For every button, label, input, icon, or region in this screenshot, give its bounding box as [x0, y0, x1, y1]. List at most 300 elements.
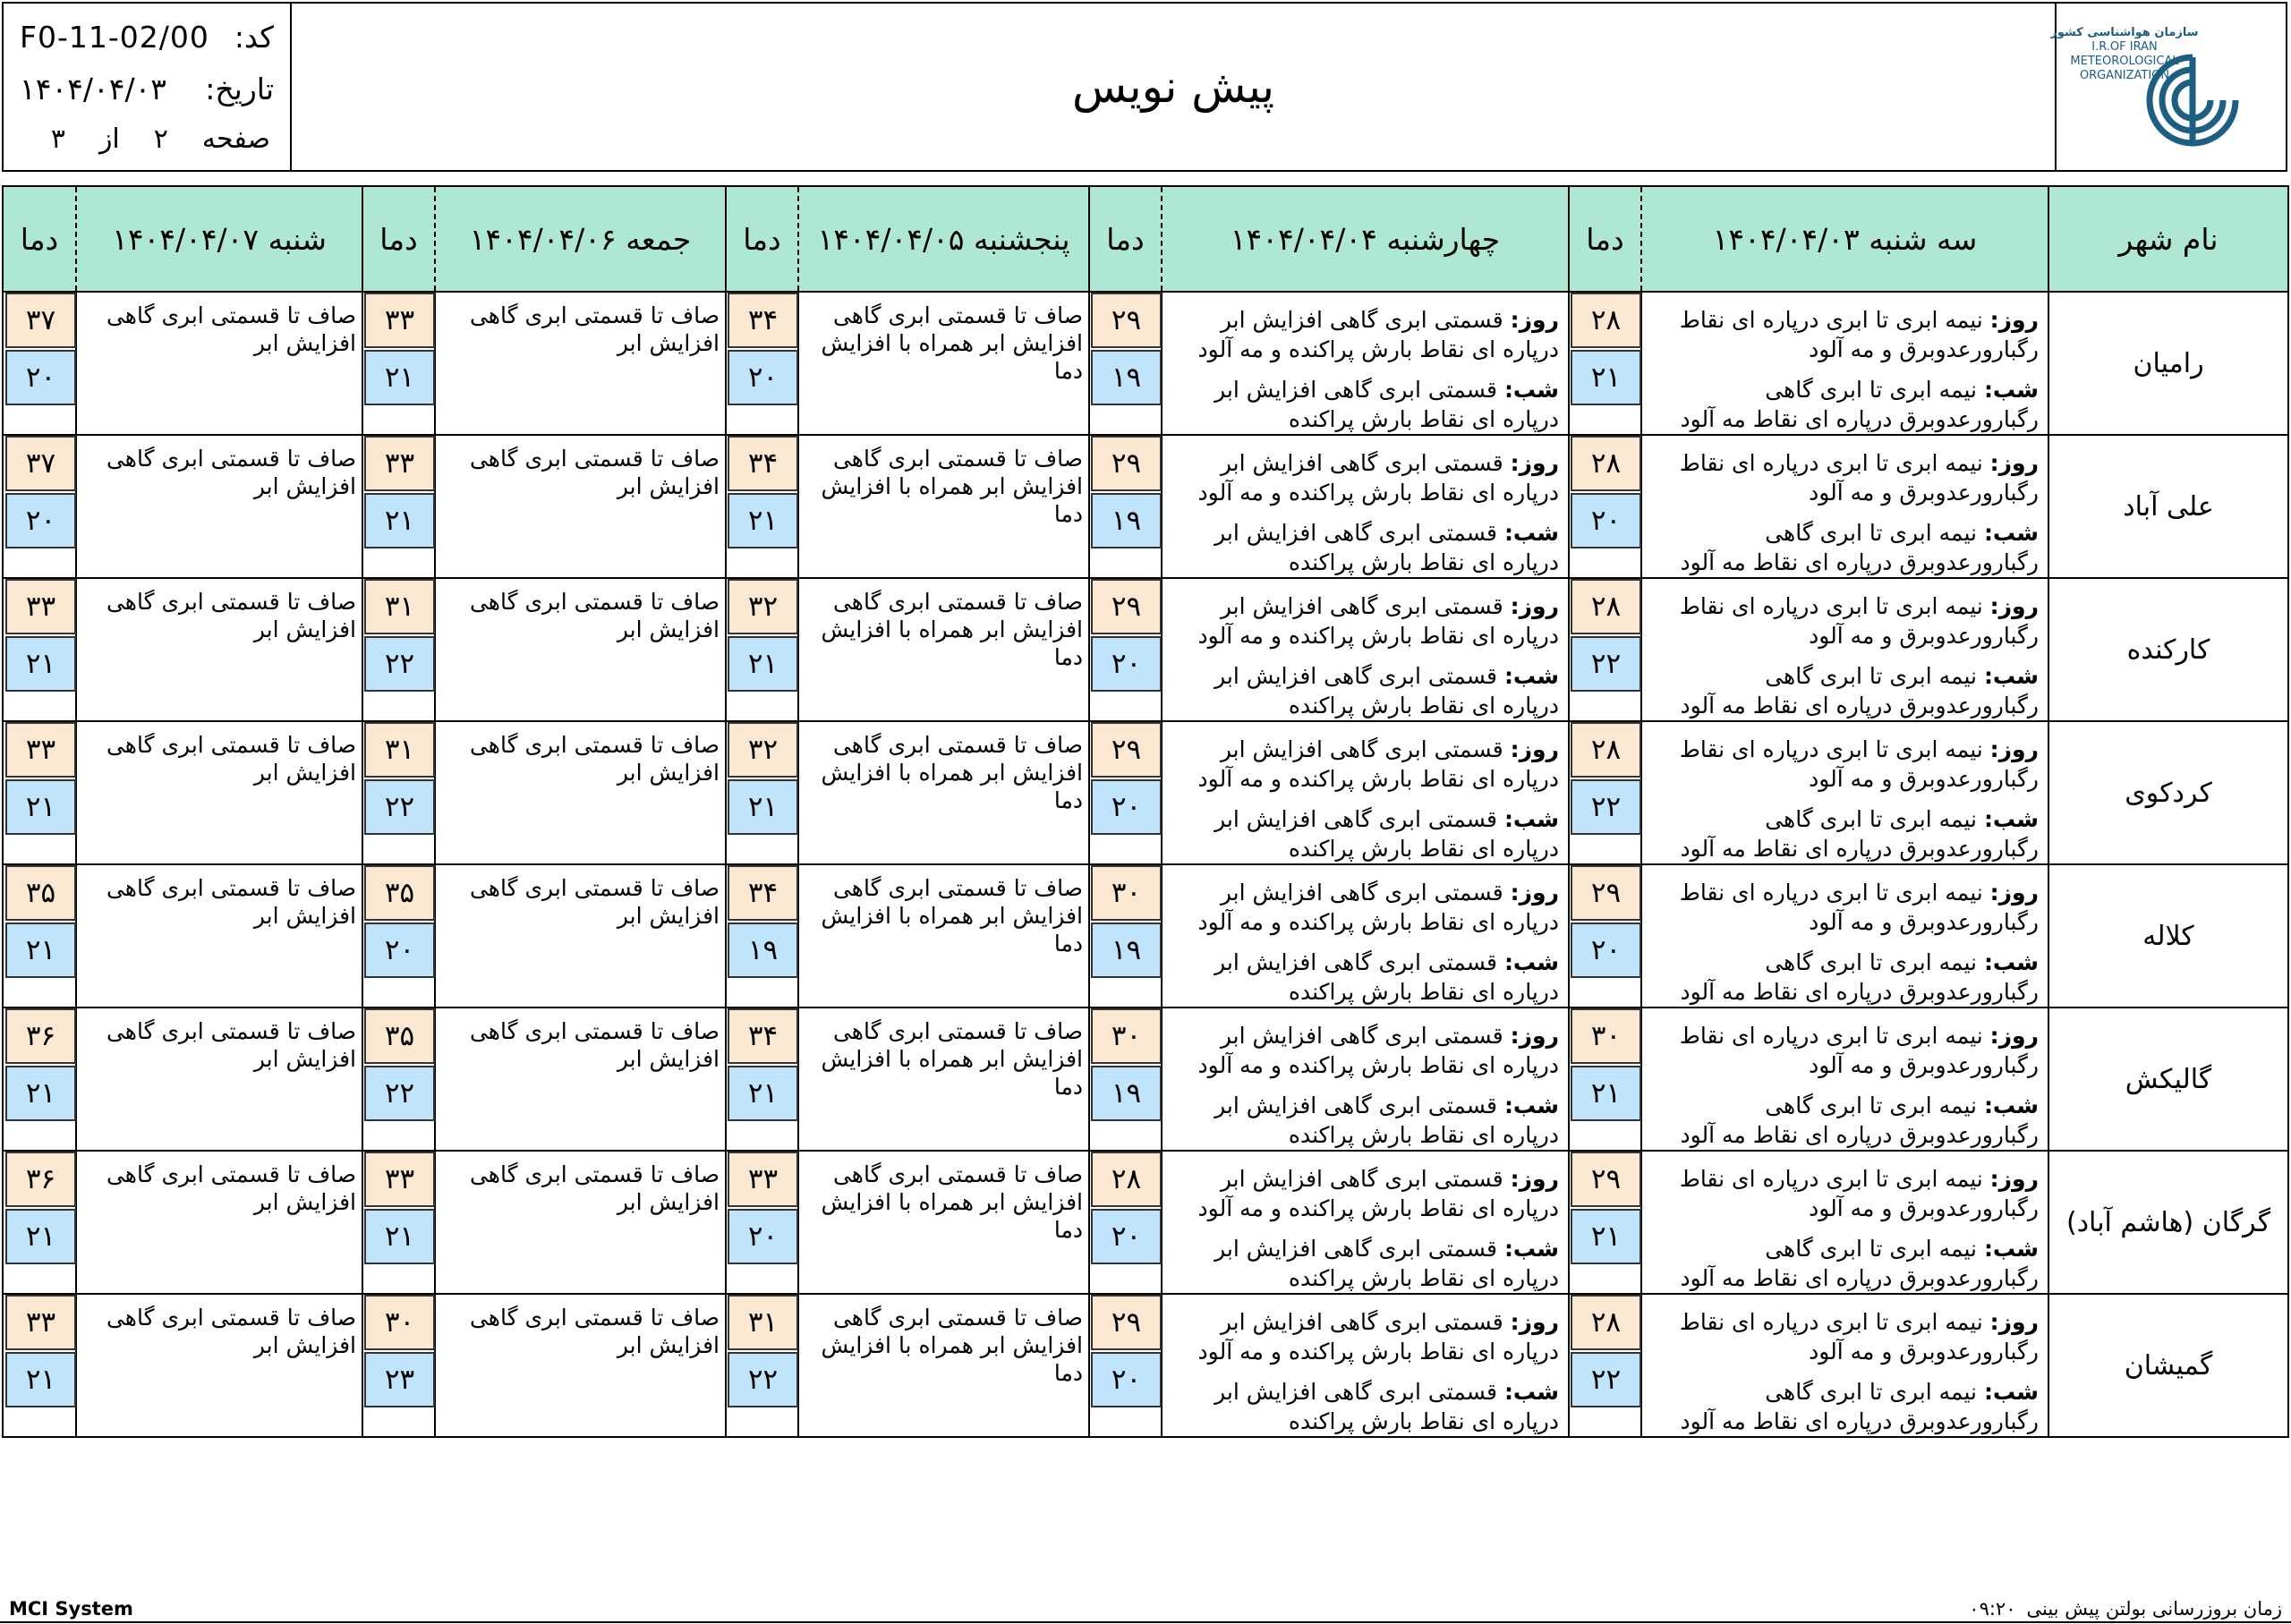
temperature-cell [1569, 578, 1641, 721]
night-forecast-text: قسمتی ابری گاهی افزایش ابر درپاره ای نقاط بارش پراکنده [1214, 1236, 1559, 1291]
night-forecast-text: نیمه ابری تا ابری گاهی رگبارورعدوبرق درپاره ای نقاط مه آلود [1680, 1093, 2039, 1148]
max-temperature: ۲۹ [1091, 436, 1162, 491]
date-label: تاریخ: [205, 71, 274, 106]
max-temperature: ۲۹ [1091, 293, 1162, 348]
temperature-cell [726, 292, 798, 435]
night-forecast-text: قسمتی ابری گاهی افزایش ابر درپاره ای نقاط بارش پراکنده [1214, 949, 1559, 1005]
temperature-cell [3, 578, 76, 721]
night-label: شب: [1983, 1093, 2039, 1118]
temperature-cell [362, 435, 435, 578]
min-temperature: ۲۲ [364, 779, 435, 835]
night-forecast-text: نیمه ابری تا ابری گاهی رگبارورعدوبرق درپاره ای نقاط مه آلود [1680, 806, 2039, 862]
night-forecast-text: نیمه ابری تا ابری گاهی رگبارورعدوبرق درپاره ای نقاط مه آلود [1680, 1236, 2039, 1291]
min-temperature: ۲۱ [5, 1352, 76, 1407]
temperature-cell [3, 435, 76, 578]
max-temperature: ۳۱ [364, 722, 435, 778]
night-label: شب: [1503, 377, 1559, 403]
night-forecast [1170, 518, 1559, 577]
temperature-cell [3, 1294, 76, 1437]
night-label: شب: [1503, 806, 1559, 832]
min-temperature: ۲۲ [1571, 779, 1641, 835]
page-title: پیش نویس [1071, 61, 1275, 113]
min-temperature: ۲۱ [1571, 1209, 1641, 1264]
day-label: روز: [1510, 1309, 1559, 1335]
night-forecast [1170, 1091, 1559, 1150]
city-name: رامیان [2048, 292, 2288, 435]
day-forecast: صاف تا قسمتی ابری گاهی افزایش ابر [76, 435, 362, 578]
day-forecast [1641, 864, 2048, 1008]
day-forecast [1641, 435, 2048, 578]
city-name: گالیکش [2048, 1008, 2288, 1151]
day-forecast-text: قسمتی ابری گاهی افزایش ابر درپاره ای نقاط بارش پراکنده و مه آلود [1197, 1309, 1559, 1365]
city-name: علی آباد [2048, 435, 2288, 578]
max-temperature: ۲۸ [1571, 293, 1641, 348]
day-label: روز: [1510, 593, 1559, 619]
min-temperature: ۲۲ [728, 1352, 798, 1407]
table-row [3, 292, 2288, 435]
day-forecast: صاف تا قسمتی ابری گاهی افزایش ابر [76, 1151, 362, 1294]
min-temperature: ۲۲ [1571, 1352, 1641, 1407]
day-label: روز: [1510, 880, 1559, 906]
max-temperature: ۳۴ [728, 1008, 798, 1064]
min-temperature: ۲۲ [1571, 636, 1641, 692]
min-temperature: ۲۰ [1091, 779, 1162, 835]
day-forecast [1641, 578, 2048, 721]
day-label: روز: [1989, 307, 2039, 333]
bulletin-update-time [1969, 1598, 2282, 1620]
code-row [20, 11, 274, 63]
day-forecast [1170, 448, 1559, 507]
night-forecast-text: قسمتی ابری گاهی افزایش ابر درپاره ای نقاط بارش پراکنده [1214, 1093, 1559, 1148]
temperature-cell [362, 1008, 435, 1151]
temperature-cell [1569, 1294, 1641, 1437]
day-forecast: صاف تا قسمتی ابری گاهی افزایش ابر همراه با افزایش دما [798, 864, 1089, 1008]
night-forecast [1170, 948, 1559, 1007]
page-of-label: از [98, 123, 120, 155]
min-temperature: ۲۲ [364, 636, 435, 692]
temperature-cell [1089, 1008, 1162, 1151]
min-temperature: ۲۱ [5, 636, 76, 692]
min-temperature: ۲۱ [5, 923, 76, 978]
day-forecast: صاف تا قسمتی ابری گاهی افزایش ابر همراه با افزایش دما [798, 578, 1089, 721]
max-temperature: ۲۸ [1571, 1295, 1641, 1350]
max-temperature: ۳۳ [5, 579, 76, 634]
temperature-cell [362, 292, 435, 435]
max-temperature: ۲۹ [1091, 579, 1162, 634]
day-label: روز: [1989, 880, 2039, 906]
day-forecast: صاف تا قسمتی ابری گاهی افزایش ابر [76, 1008, 362, 1151]
max-temperature: ۳۷ [5, 436, 76, 491]
temperature-cell [1089, 1151, 1162, 1294]
day-label: روز: [1510, 1166, 1559, 1192]
temp-header: دما [362, 186, 435, 292]
night-label: شب: [1983, 806, 2039, 832]
max-temperature: ۳۵ [364, 865, 435, 921]
temperature-cell [726, 1151, 798, 1294]
day-header: جمعه ۱۴۰۴/۰۴/۰۶ [435, 186, 726, 292]
date-row [20, 63, 274, 115]
day-forecast: صاف تا قسمتی ابری گاهی افزایش ابر [435, 864, 726, 1008]
city-column-header: نام شهر [2048, 186, 2288, 292]
night-label: شب: [1983, 1236, 2039, 1262]
day-forecast-text: نیمه ابری تا ابری درپاره ای نقاط رگبارورعدوبرق و مه آلود [1679, 1166, 2039, 1221]
day-forecast-text: نیمه ابری تا ابری درپاره ای نقاط رگبارورعدوبرق و مه آلود [1679, 880, 2039, 935]
night-forecast-text: نیمه ابری تا ابری گاهی رگبارورعدوبرق درپاره ای نقاط مه آلود [1680, 663, 2039, 718]
page-indicator [20, 115, 274, 163]
day-forecast [1162, 435, 1569, 578]
footer-divider [0, 1621, 2291, 1623]
document-meta [4, 4, 292, 170]
table-row [3, 435, 2288, 578]
day-header: پنجشنبه ۱۴۰۴/۰۴/۰۵ [798, 186, 1089, 292]
min-temperature: ۲۱ [364, 493, 435, 548]
night-label: شب: [1503, 663, 1559, 689]
temperature-cell [1569, 435, 1641, 578]
code-label: کد: [234, 19, 274, 55]
page-current: ۲ [153, 123, 168, 155]
min-temperature: ۲۱ [5, 1066, 76, 1121]
max-temperature: ۳۶ [5, 1152, 76, 1207]
day-forecast [1162, 292, 1569, 435]
temperature-cell [726, 1008, 798, 1151]
day-forecast: صاف تا قسمتی ابری گاهی افزایش ابر [76, 721, 362, 864]
temperature-cell [1089, 292, 1162, 435]
max-temperature: ۲۸ [1571, 436, 1641, 491]
max-temperature: ۲۹ [1091, 1295, 1162, 1350]
day-label: روز: [1989, 1023, 2039, 1049]
temperature-cell [726, 721, 798, 864]
day-forecast: صاف تا قسمتی ابری گاهی افزایش ابر [76, 292, 362, 435]
night-forecast [1649, 375, 2039, 434]
night-label: شب: [1983, 663, 2039, 689]
city-name: گمیشان [2048, 1294, 2288, 1437]
night-label: شب: [1503, 1236, 1559, 1262]
night-forecast [1649, 1234, 2039, 1293]
temperature-cell [726, 864, 798, 1008]
max-temperature: ۲۹ [1571, 1152, 1641, 1207]
day-forecast [1649, 1307, 2039, 1366]
min-temperature: ۲۱ [364, 1209, 435, 1264]
temperature-cell [1089, 721, 1162, 864]
day-forecast-text: نیمه ابری تا ابری درپاره ای نقاط رگبارورعدوبرق و مه آلود [1679, 307, 2039, 362]
night-label: شب: [1983, 1379, 2039, 1405]
organization-logo [2050, 4, 2286, 170]
min-temperature: ۲۰ [1571, 923, 1641, 978]
day-label: روز: [1510, 307, 1559, 333]
day-forecast: صاف تا قسمتی ابری گاهی افزایش ابر همراه با افزایش دما [798, 292, 1089, 435]
day-forecast: صاف تا قسمتی ابری گاهی افزایش ابر [435, 578, 726, 721]
date-value: ۱۴۰۴/۰۴/۰۳ [20, 71, 167, 106]
logo-text-meteorological: METEOROLOGICAL [2070, 55, 2179, 68]
temperature-cell [3, 292, 76, 435]
day-forecast [1649, 448, 2039, 507]
city-name: کردکوی [2048, 721, 2288, 864]
night-forecast [1649, 948, 2039, 1007]
day-forecast [1170, 305, 1559, 364]
min-temperature: ۲۱ [728, 1066, 798, 1121]
min-temperature: ۲۰ [728, 350, 798, 405]
table-row [3, 1294, 2288, 1437]
meteorological-logo-icon [2050, 11, 2270, 163]
night-forecast [1170, 804, 1559, 863]
max-temperature: ۳۵ [364, 1008, 435, 1064]
temperature-cell [3, 721, 76, 864]
day-forecast-text: نیمه ابری تا ابری درپاره ای نقاط رگبارورعدوبرق و مه آلود [1679, 736, 2039, 792]
max-temperature: ۲۹ [1571, 865, 1641, 921]
temperature-cell [362, 578, 435, 721]
max-temperature: ۳۳ [364, 436, 435, 491]
day-forecast-text: قسمتی ابری گاهی افزایش ابر درپاره ای نقاط بارش پراکنده و مه آلود [1197, 307, 1559, 362]
max-temperature: ۲۸ [1571, 579, 1641, 634]
temperature-cell [3, 1151, 76, 1294]
city-name: کلاله [2048, 864, 2288, 1008]
day-label: روز: [1989, 736, 2039, 762]
day-forecast [1641, 721, 2048, 864]
day-forecast [1170, 735, 1559, 794]
day-forecast: صاف تا قسمتی ابری گاهی افزایش ابر [435, 721, 726, 864]
day-forecast: صاف تا قسمتی ابری گاهی افزایش ابر [435, 1008, 726, 1151]
day-label: روز: [1989, 450, 2039, 476]
day-header: سه شنبه ۱۴۰۴/۰۴/۰۳ [1641, 186, 2048, 292]
day-forecast [1649, 305, 2039, 364]
night-forecast-text: قسمتی ابری گاهی افزایش ابر درپاره ای نقاط بارش پراکنده [1214, 1379, 1559, 1434]
day-forecast: صاف تا قسمتی ابری گاهی افزایش ابر همراه با افزایش دما [798, 435, 1089, 578]
night-forecast-text: نیمه ابری تا ابری گاهی رگبارورعدوبرق درپاره ای نقاط مه آلود [1680, 949, 2039, 1005]
day-forecast-text: قسمتی ابری گاهی افزایش ابر درپاره ای نقاط بارش پراکنده و مه آلود [1197, 593, 1559, 649]
day-forecast [1649, 878, 2039, 937]
night-forecast-text: قسمتی ابری گاهی افزایش ابر درپاره ای نقاط بارش پراکنده [1214, 663, 1559, 718]
temperature-cell [1569, 1151, 1641, 1294]
max-temperature: ۳۲ [728, 722, 798, 778]
day-forecast-text: نیمه ابری تا ابری درپاره ای نقاط رگبارورعدوبرق و مه آلود [1679, 1023, 2039, 1078]
night-forecast [1170, 375, 1559, 434]
forecast-table [2, 185, 2289, 1438]
night-forecast-text: نیمه ابری تا ابری گاهی رگبارورعدوبرق درپاره ای نقاط مه آلود [1680, 1379, 2039, 1434]
temperature-cell [362, 721, 435, 864]
day-forecast [1170, 1307, 1559, 1366]
day-forecast [1170, 591, 1559, 650]
day-forecast [1170, 1164, 1559, 1223]
temp-header: دما [726, 186, 798, 292]
min-temperature: ۱۹ [1091, 1066, 1162, 1121]
temperature-cell [726, 578, 798, 721]
day-forecast-text: نیمه ابری تا ابری درپاره ای نقاط رگبارورعدوبرق و مه آلود [1679, 450, 2039, 506]
day-forecast [1641, 1008, 2048, 1151]
temp-header: دما [1569, 186, 1641, 292]
max-temperature: ۳۴ [728, 293, 798, 348]
min-temperature: ۲۰ [728, 1209, 798, 1264]
day-forecast-text: قسمتی ابری گاهی افزایش ابر درپاره ای نقاط بارش پراکنده و مه آلود [1197, 450, 1559, 506]
day-forecast [1649, 1164, 2039, 1223]
min-temperature: ۱۹ [1091, 493, 1162, 548]
day-header: شنبه ۱۴۰۴/۰۴/۰۷ [76, 186, 362, 292]
city-name: کارکنده [2048, 578, 2288, 721]
day-forecast-text: قسمتی ابری گاهی افزایش ابر درپاره ای نقاط بارش پراکنده و مه آلود [1197, 1023, 1559, 1078]
night-forecast-text: قسمتی ابری گاهی افزایش ابر درپاره ای نقاط بارش پراکنده [1214, 377, 1559, 432]
day-forecast: صاف تا قسمتی ابری گاهی افزایش ابر همراه با افزایش دما [798, 1294, 1089, 1437]
min-temperature: ۲۱ [728, 493, 798, 548]
day-forecast: صاف تا قسمتی ابری گاهی افزایش ابر [435, 292, 726, 435]
night-forecast [1649, 804, 2039, 863]
night-forecast [1170, 661, 1559, 720]
page-total: ۳ [50, 123, 65, 155]
day-forecast [1170, 1021, 1559, 1080]
min-temperature: ۲۱ [5, 779, 76, 835]
code-value: F0-11-02/00 [20, 19, 209, 55]
max-temperature: ۳۴ [728, 436, 798, 491]
temperature-cell [1089, 864, 1162, 1008]
day-forecast [1649, 591, 2039, 650]
day-forecast-text: قسمتی ابری گاهی افزایش ابر درپاره ای نقاط بارش پراکنده و مه آلود [1197, 1166, 1559, 1221]
day-forecast [1162, 864, 1569, 1008]
document-header [2, 2, 2287, 172]
min-temperature: ۲۱ [364, 350, 435, 405]
temperature-cell [362, 1294, 435, 1437]
day-forecast-text: قسمتی ابری گاهی افزایش ابر درپاره ای نقاط بارش پراکنده و مه آلود [1197, 736, 1559, 792]
day-label: روز: [1510, 1023, 1559, 1049]
temperature-cell [1569, 721, 1641, 864]
day-forecast: صاف تا قسمتی ابری گاهی افزایش ابر [435, 435, 726, 578]
temperature-cell [3, 1008, 76, 1151]
night-label: شب: [1503, 520, 1559, 546]
day-forecast [1170, 878, 1559, 937]
day-forecast-text: نیمه ابری تا ابری درپاره ای نقاط رگبارورعدوبرق و مه آلود [1679, 1309, 2039, 1365]
max-temperature: ۳۷ [5, 293, 76, 348]
day-label: روز: [1510, 450, 1559, 476]
max-temperature: ۳۶ [5, 1008, 76, 1064]
min-temperature: ۲۱ [1571, 1066, 1641, 1121]
max-temperature: ۳۰ [1091, 865, 1162, 921]
update-time-value: ۰۹:۲۰ [1969, 1598, 2016, 1620]
day-forecast: صاف تا قسمتی ابری گاهی افزایش ابر [435, 1294, 726, 1437]
day-forecast-text: قسمتی ابری گاهی افزایش ابر درپاره ای نقاط بارش پراکنده و مه آلود [1197, 880, 1559, 935]
min-temperature: ۱۹ [1091, 350, 1162, 405]
night-forecast [1649, 1377, 2039, 1436]
min-temperature: ۲۰ [1091, 1352, 1162, 1407]
temperature-cell [1089, 578, 1162, 721]
table-row [3, 721, 2288, 864]
night-forecast [1170, 1377, 1559, 1436]
day-forecast: صاف تا قسمتی ابری گاهی افزایش ابر [76, 864, 362, 1008]
night-forecast-text: نیمه ابری تا ابری گاهی رگبارورعدوبرق درپاره ای نقاط مه آلود [1680, 377, 2039, 432]
day-forecast [1162, 578, 1569, 721]
min-temperature: ۲۰ [5, 350, 76, 405]
day-forecast: صاف تا قسمتی ابری گاهی افزایش ابر [76, 578, 362, 721]
night-label: شب: [1503, 949, 1559, 975]
temperature-cell [3, 864, 76, 1008]
max-temperature: ۳۳ [364, 293, 435, 348]
logo-text-iran: I.R.OF IRAN [2091, 40, 2158, 54]
day-forecast [1162, 1151, 1569, 1294]
table-row [3, 864, 2288, 1008]
max-temperature: ۳۱ [364, 579, 435, 634]
max-temperature: ۳۴ [728, 865, 798, 921]
day-forecast: صاف تا قسمتی ابری گاهی افزایش ابر همراه با افزایش دما [798, 1151, 1089, 1294]
night-forecast-text: قسمتی ابری گاهی افزایش ابر درپاره ای نقاط بارش پراکنده [1214, 520, 1559, 575]
table-row [3, 578, 2288, 721]
day-forecast: صاف تا قسمتی ابری گاهی افزایش ابر [76, 1294, 362, 1437]
night-forecast-text: نیمه ابری تا ابری گاهی رگبارورعدوبرق درپاره ای نقاط مه آلود [1680, 520, 2039, 575]
day-forecast [1162, 721, 1569, 864]
night-label: شب: [1983, 520, 2039, 546]
day-forecast [1162, 1294, 1569, 1437]
min-temperature: ۲۱ [728, 636, 798, 692]
day-label: روز: [1989, 1166, 2039, 1192]
temperature-cell [1089, 1294, 1162, 1437]
city-name: گرگان (هاشم آباد) [2048, 1151, 2288, 1294]
day-forecast: صاف تا قسمتی ابری گاهی افزایش ابر [435, 1151, 726, 1294]
min-temperature: ۲۰ [1091, 636, 1162, 692]
max-temperature: ۲۸ [1571, 722, 1641, 778]
day-forecast [1649, 735, 2039, 794]
min-temperature: ۱۹ [728, 923, 798, 978]
max-temperature: ۳۲ [728, 579, 798, 634]
temperature-cell [1569, 1008, 1641, 1151]
temperature-cell [362, 864, 435, 1008]
night-label: شب: [1503, 1093, 1559, 1118]
day-forecast [1641, 292, 2048, 435]
max-temperature: ۲۸ [1091, 1152, 1162, 1207]
night-forecast [1649, 518, 2039, 577]
max-temperature: ۳۳ [728, 1152, 798, 1207]
max-temperature: ۳۳ [5, 722, 76, 778]
table-header-row [3, 186, 2288, 292]
night-label: شب: [1983, 377, 2039, 403]
logo-text-persian: سازمان هواشناسی کشور [2050, 26, 2199, 39]
day-label: روز: [1989, 593, 2039, 619]
max-temperature: ۲۹ [1091, 722, 1162, 778]
min-temperature: ۲۱ [5, 1209, 76, 1264]
min-temperature: ۲۱ [728, 779, 798, 835]
temperature-cell [362, 1151, 435, 1294]
day-header: چهارشنبه ۱۴۰۴/۰۴/۰۴ [1162, 186, 1569, 292]
day-label: روز: [1510, 736, 1559, 762]
temp-header: دما [1089, 186, 1162, 292]
day-forecast-text: نیمه ابری تا ابری درپاره ای نقاط رگبارورعدوبرق و مه آلود [1679, 593, 2039, 649]
max-temperature: ۳۳ [364, 1152, 435, 1207]
max-temperature: ۳۰ [1091, 1008, 1162, 1064]
min-temperature: ۲۳ [364, 1352, 435, 1407]
night-label: شب: [1983, 949, 2039, 975]
day-forecast [1162, 1008, 1569, 1151]
page-label: صفحه [201, 123, 270, 155]
min-temperature: ۲۰ [364, 923, 435, 978]
temperature-cell [1569, 292, 1641, 435]
night-forecast [1649, 1091, 2039, 1150]
night-forecast [1170, 1234, 1559, 1293]
temperature-cell [726, 435, 798, 578]
min-temperature: ۲۱ [1571, 350, 1641, 405]
logo-text-organization: ORGANIZATION [2079, 69, 2170, 82]
day-label: روز: [1989, 1309, 2039, 1335]
temperature-cell [726, 1294, 798, 1437]
day-forecast: صاف تا قسمتی ابری گاهی افزایش ابر همراه با افزایش دما [798, 1008, 1089, 1151]
temperature-cell [1089, 435, 1162, 578]
max-temperature: ۳۰ [364, 1295, 435, 1350]
temperature-cell [1569, 864, 1641, 1008]
table-row [3, 1151, 2288, 1294]
night-forecast-text: قسمتی ابری گاهی افزایش ابر درپاره ای نقاط بارش پراکنده [1214, 806, 1559, 862]
table-row [3, 1008, 2288, 1151]
min-temperature: ۲۰ [1091, 1209, 1162, 1264]
max-temperature: ۳۱ [728, 1295, 798, 1350]
min-temperature: ۲۲ [364, 1066, 435, 1121]
update-time-label: زمان بروزرسانی بولتن پیش بینی [2026, 1598, 2282, 1620]
system-name: MCI System [9, 1598, 133, 1620]
day-forecast: صاف تا قسمتی ابری گاهی افزایش ابر همراه با افزایش دما [798, 721, 1089, 864]
temp-header: دما [3, 186, 76, 292]
day-forecast [1641, 1151, 2048, 1294]
